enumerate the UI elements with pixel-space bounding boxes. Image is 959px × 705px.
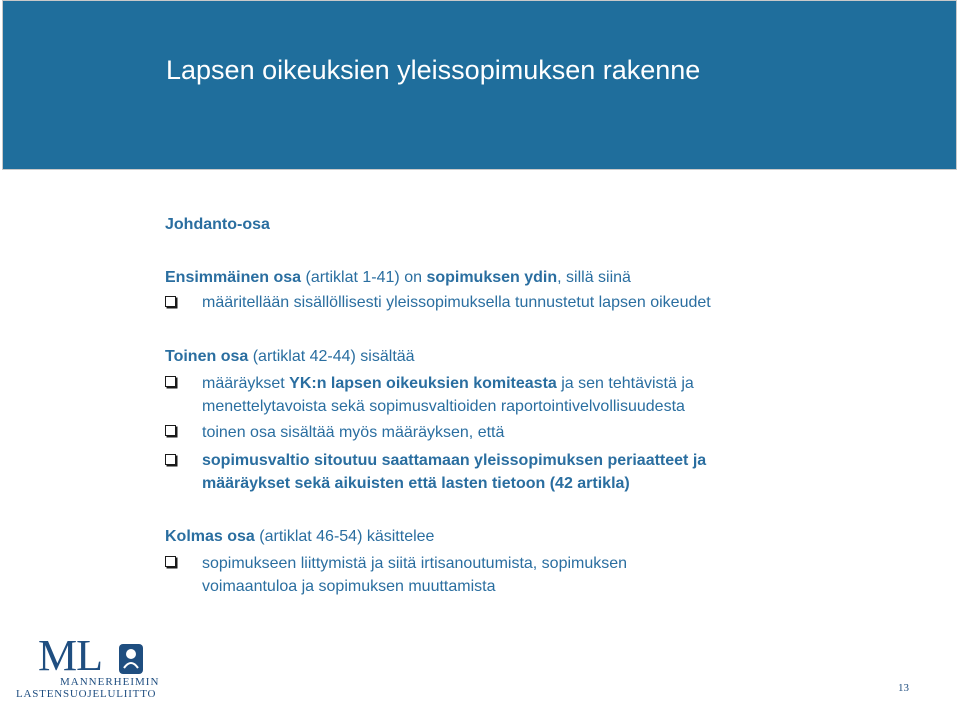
part3-bullet1-line1: sopimukseen liittymistä ja siitä irtisanoutumista, sopimuksen (202, 555, 628, 572)
bullet-box-icon (165, 296, 176, 307)
part2-bullet3-line1: sopimusvaltio sitoutuu saattamaan yleissopimuksen periaatteet ja (202, 452, 707, 469)
part1-text2: , sillä siinä (557, 269, 631, 286)
intro-heading: Johdanto-osa (165, 216, 270, 233)
part1-label: Ensimmäinen osa (165, 269, 302, 286)
part2-label: Toinen osa (165, 348, 249, 365)
emblem-icon (118, 642, 144, 676)
part2-bullet2: toinen osa sisältää myös määräyksen, että (202, 424, 505, 441)
part3-bullet1-line2: voimaantuloa ja sopimuksen muuttamista (202, 578, 496, 595)
part2-bullet1-cont: menettelytavoista sekä sopimusvaltioiden raportointivelvollisuudesta (202, 398, 685, 415)
part3-label: Kolmas osa (165, 528, 255, 545)
part3-text: (artiklat 46-54) käsittelee (254, 528, 435, 545)
part1-emphasis: sopimuksen ydin (426, 269, 558, 286)
part1-heading (165, 266, 631, 289)
page-number: 13 (898, 682, 909, 694)
mll-logo (16, 631, 160, 702)
title-banner (2, 0, 957, 170)
logo-name-line2: LASTENSUOJELULIITTO (16, 688, 157, 700)
logo-mark: ML (38, 631, 102, 680)
part2-bullet1-emphasis: YK:n lapsen oikeuksien komiteasta (289, 375, 557, 392)
part1-bullet1: määritellään sisällöllisesti yleissopimuksella tunnustetut lapsen oikeudet (202, 294, 711, 311)
bullet-box-icon (165, 454, 176, 465)
slide-title: Lapsen oikeuksien yleissopimuksen rakenne (166, 55, 701, 85)
part2-bullet3-line2: määräykset sekä aikuisten että lasten tietoon (42 artikla) (202, 475, 630, 492)
part3-heading (165, 525, 434, 548)
bullet-box-icon (165, 556, 176, 567)
part2-bullet1-pre: määräykset (202, 375, 290, 392)
part2-text: (artiklat 42-44) sisältää (248, 348, 415, 365)
part2-heading (165, 345, 415, 368)
part2-bullet1-post: ja sen tehtävistä ja (556, 375, 694, 392)
bullet-box-icon (165, 376, 176, 387)
part2-bullet1 (202, 372, 694, 395)
logo-name-line1: MANNERHEIMIN (60, 676, 160, 688)
part1-text1: (artiklat 1-41) on (301, 269, 427, 286)
bullet-box-icon (165, 425, 176, 436)
